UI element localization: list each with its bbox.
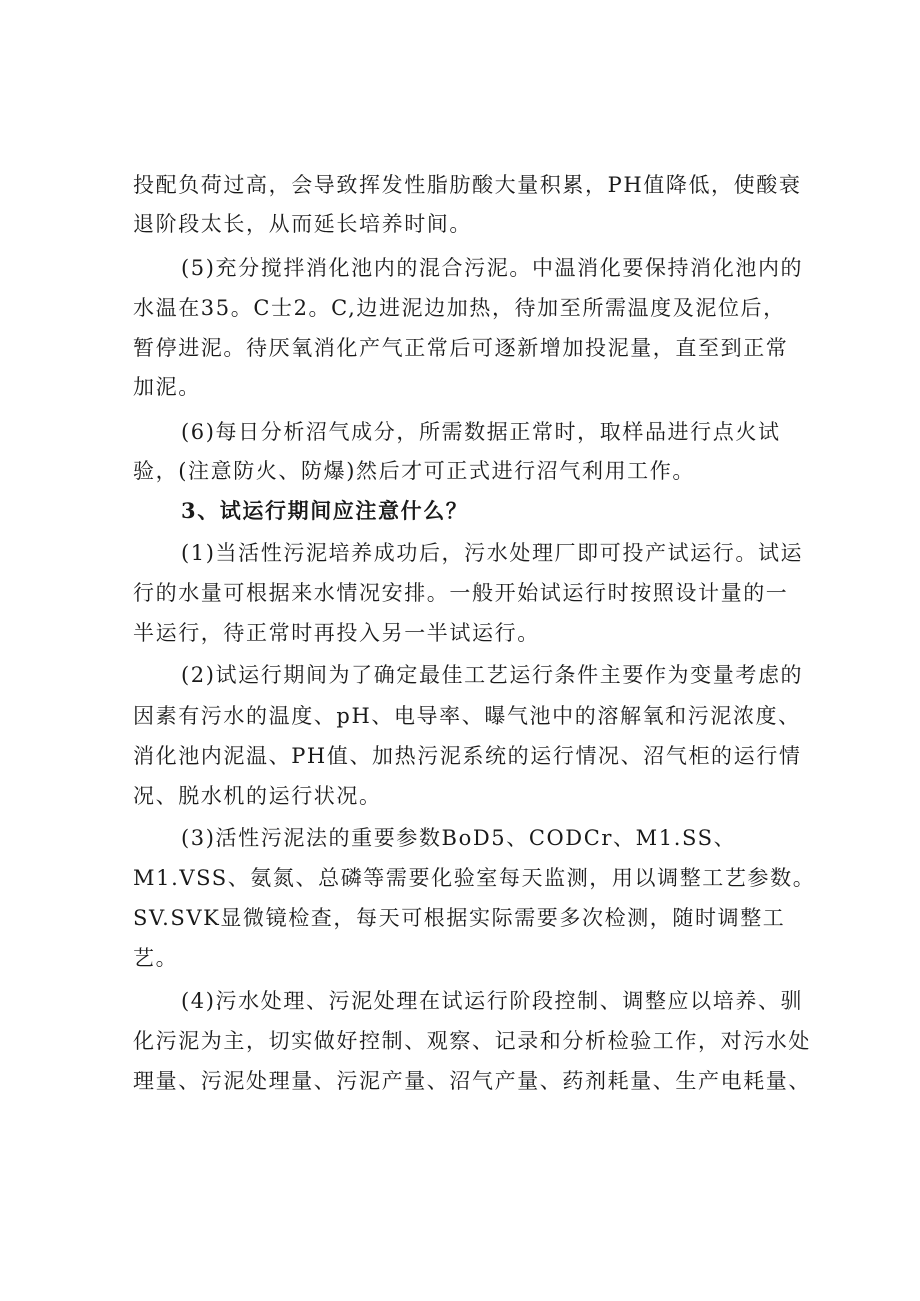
paragraph-start-line: (2)试运行期间为了确定最佳工艺运行条件主要作为变量考虑的 — [181, 663, 804, 687]
text-line: 暂停进泥。待厌氧消化产气正常后可逐新增加投泥量，直至到正常 — [133, 336, 789, 360]
section-heading: 3、试运行期间应注意什么？ — [181, 498, 469, 523]
text-line: 水温在35。C士2。C,边进泥边加热，待加至所需温度及泥位后， — [133, 296, 786, 320]
text-line: 加泥。 — [133, 375, 201, 399]
text-line: 验，(注意防火、防爆)然后才可正式进行沼气利用工作。 — [133, 459, 695, 483]
text-line: 消化池内泥温、PH值、加热污泥系统的运行情况、沼气柜的运行情 — [133, 744, 802, 768]
text-line: 因素有污水的温度、pH、电导率、曝气池中的溶解氧和污泥浓度、 — [133, 704, 801, 728]
text-line: 艺。 — [133, 946, 179, 970]
text-line: 半运行，待正常时再投入另一半试运行。 — [133, 621, 540, 645]
paragraph-start-line: (3)活性污泥法的重要参数BoD5、CODCr、M1.SS、 — [181, 826, 737, 850]
paragraph-start-line: (6)每日分析沼气成分，所需数据正常时，取样品进行点火试 — [181, 420, 781, 444]
text-line: 行的水量可根据来水情况安排。一般开始试运行时按照设计量的一 — [133, 581, 789, 605]
text-line: 况、脱水机的运行状况。 — [133, 784, 382, 808]
paragraph-start-line: (4)污水处理、污泥处理在试运行阶段控制、调整应以培养、驯 — [181, 989, 804, 1013]
text-line: 理量、污泥处理量、污泥产量、沼气产量、药剂耗量、生产电耗量、 — [133, 1069, 811, 1093]
paragraph-start-line: (5)充分搅拌消化池内的混合污泥。中温消化要保持消化池内的 — [181, 256, 804, 280]
text-line: 投配负荷过高，会导致挥发性脂肪酸大量积累，PH值降低，使酸衰 — [133, 173, 802, 197]
paragraph-start-line: (1)当活性污泥培养成功后，污水处理厂即可投产试运行。试运 — [181, 541, 804, 565]
text-line: M1.VSS、氨氮、总磷等需要化验室每天监测，用以调整工艺参数。 — [133, 866, 816, 890]
text-line: SV.SVK显微镜检查，每天可根据实际需要多次检测，随时调整工 — [133, 906, 786, 930]
text-line: 化污泥为主，切实做好控制、观察、记录和分析检验工作，对污水处 — [133, 1029, 811, 1053]
text-line: 退阶段太长，从而延长培养时间。 — [133, 212, 472, 236]
